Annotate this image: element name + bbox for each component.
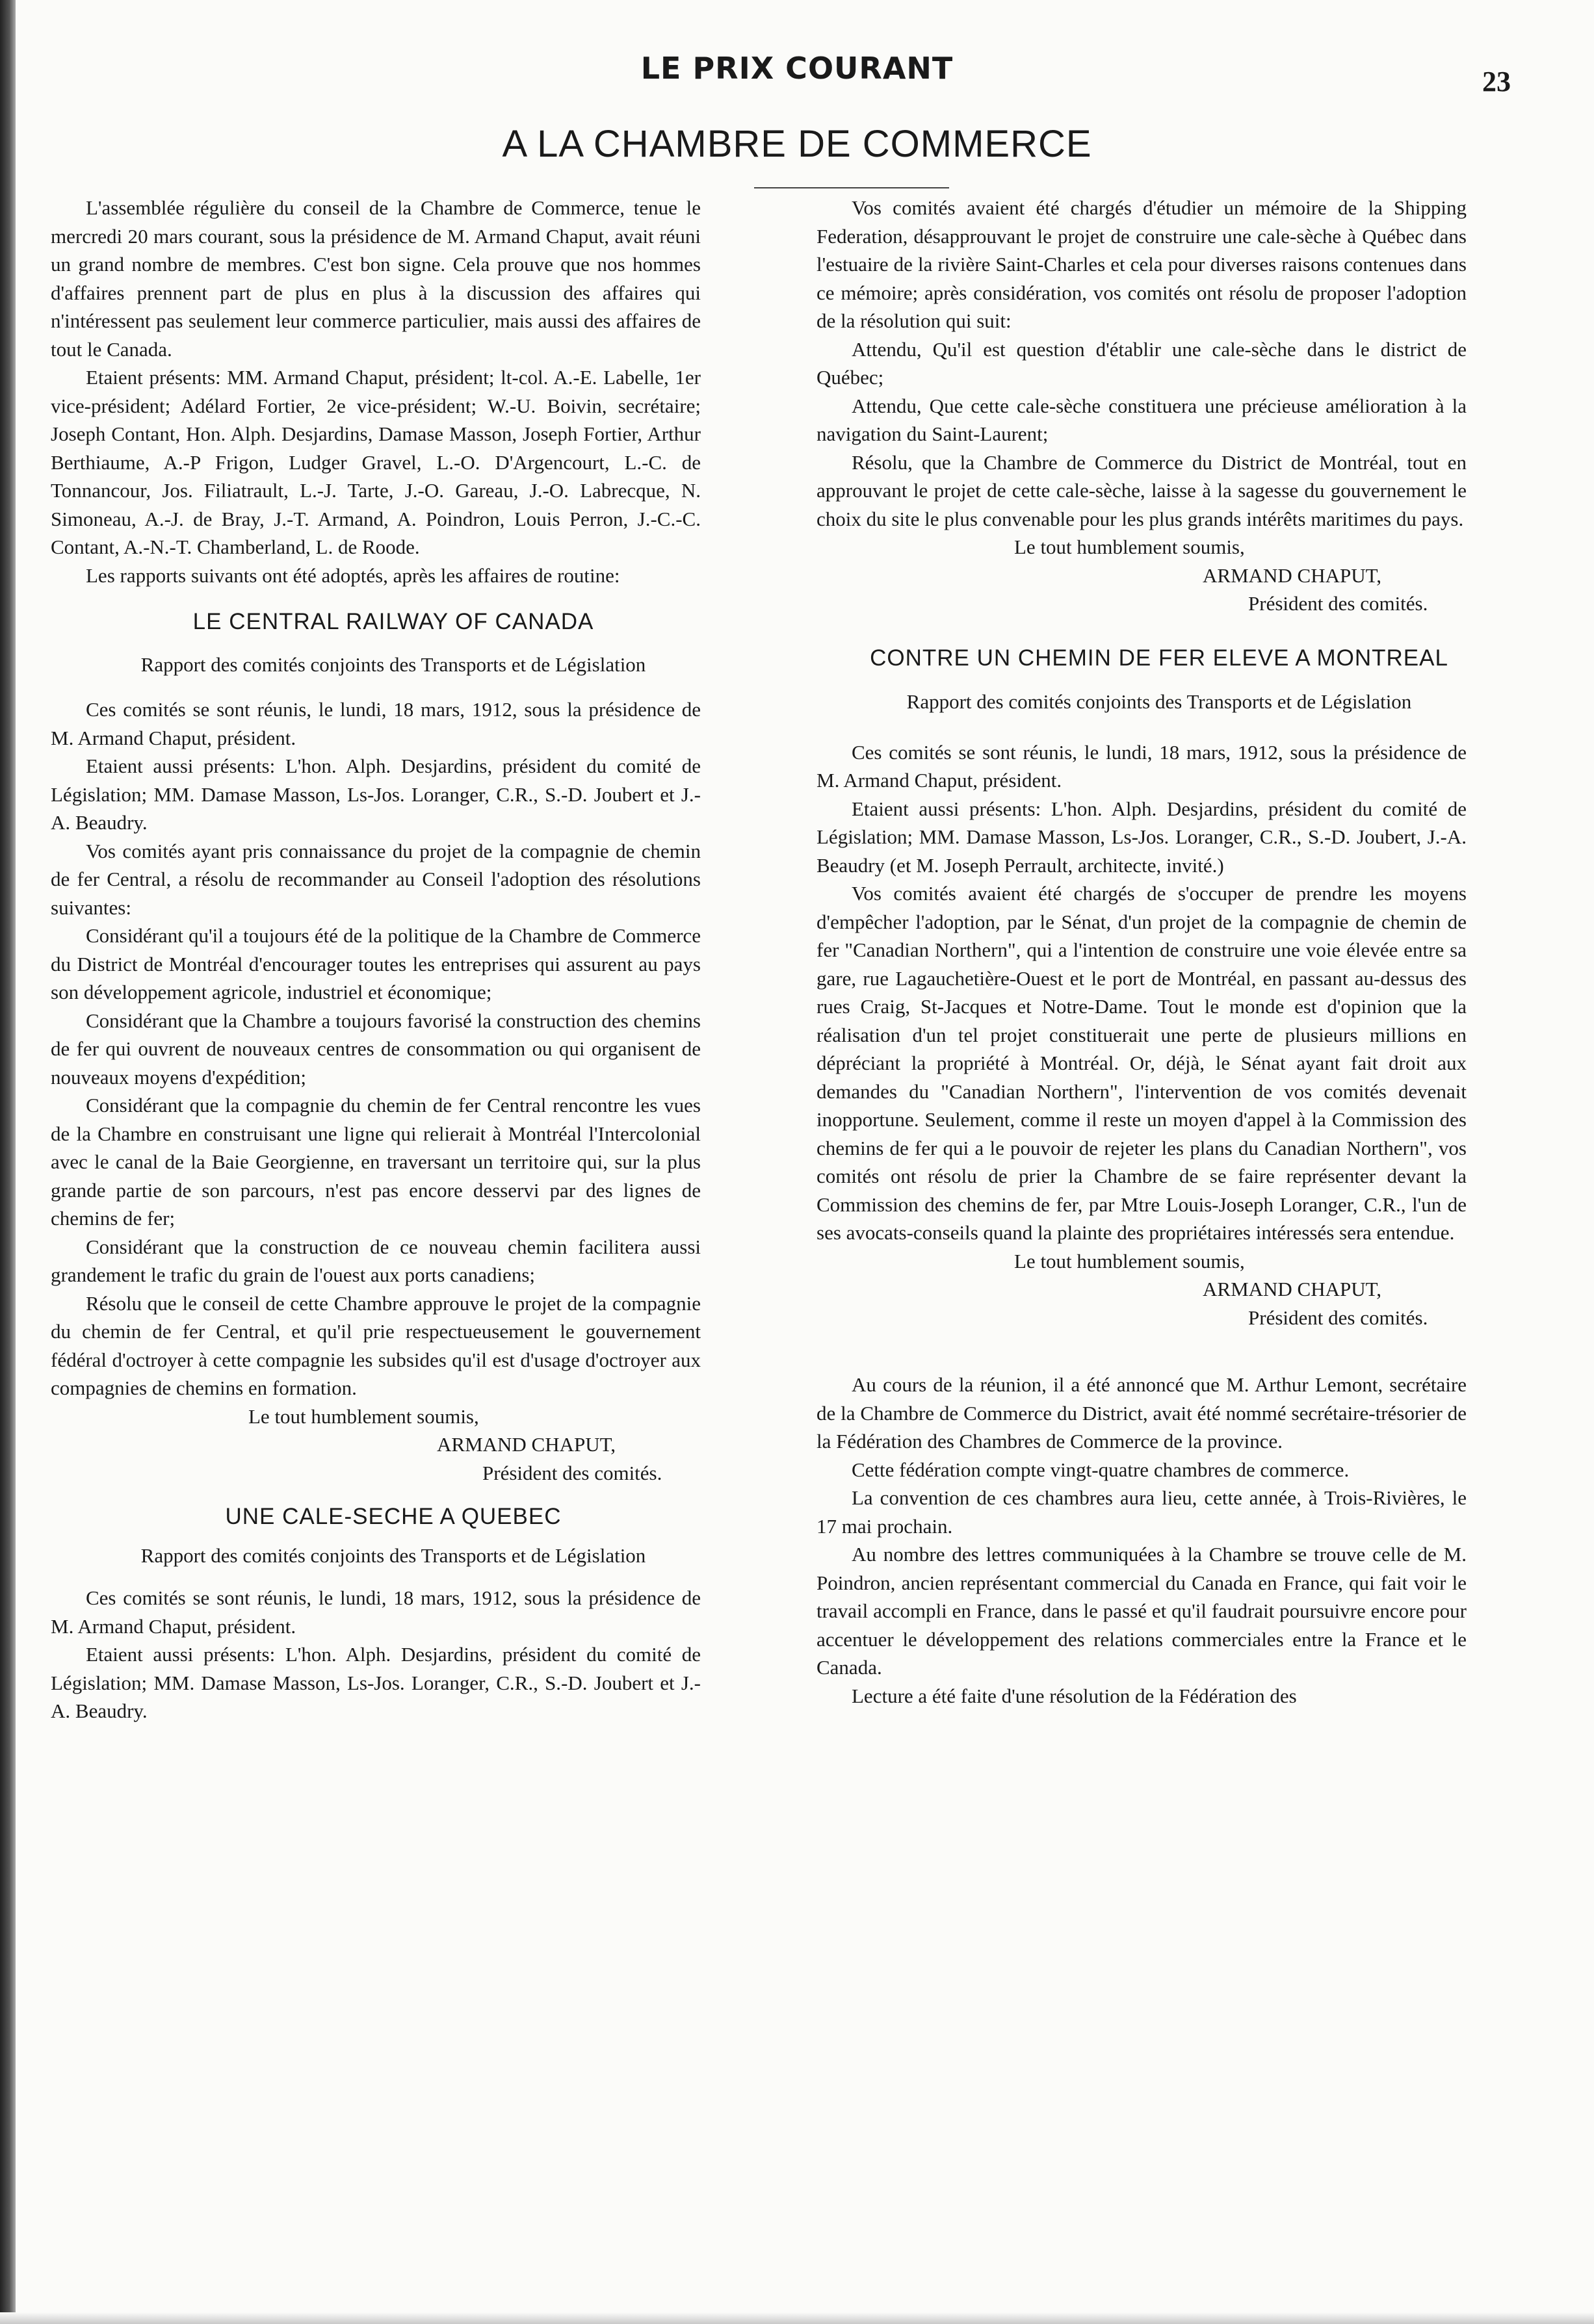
news-paragraph: Au nombre des lettres communiquées à la Chambre se trouve celle de M. Poindron, ancien représentant commercial du Canada en France, qui fait voir le travail accompli en France, dans le passé et qu'il faudrait poursuivre encore pour accentuer le développement des relations commerciales entre la France et le Canada.	[817, 1543, 1467, 1679]
cale-paragraph: Vos comités avaient été chargés d'étudier un mémoire de la Shipping Federation, désapprouvant le projet de construire une cale-sèche à Québec dans l'estuaire de la rivière Saint-Charles et cela pour diverses raisons contenues dans ce mémoire; après considération, vos comités ont résolu de proposer l'adoption de la résolution qui suit:	[817, 196, 1467, 332]
news-paragraph: Cette fédération compte vingt-quatre chambres de commerce.	[852, 1458, 1350, 1481]
cale-paragraph: Attendu, Que cette cale-sèche constituera une précieuse amélioration à la navigation du Saint-Laurent;	[817, 394, 1467, 445]
signature-name: ARMAND CHAPUT,	[437, 1433, 616, 1456]
cale-paragraph: Résolu, que la Chambre de Commerce du District de Montréal, tout en approuvant le projet de cette cale-sèche, laisse à la sagesse du gouvernement le choix du site le plus convenable pour les plus grands intérêts maritimes du pays.	[817, 450, 1467, 530]
central-paragraph: Considérant que la Chambre a toujours favorisé la construction des chemins de fer qui ouvrent de nouveaux centres de consommation ou qui organisent de nouveaux moyens d'expédition;	[51, 1009, 701, 1089]
central-paragraph: Etaient aussi présents: L'hon. Alph. Desjardins, président du comité de Législation; MM. Damase Masson, Ls-Jos. Loranger, C.R., S.-D. Joubert et J.-A. Beaudry.	[51, 755, 701, 834]
intro-paragraph: L'assemblée régulière du conseil de la Chambre de Commerce, tenue le mercredi 20 mars courant, sous la présidence de M. Armand Chaput, avait réuni un grand nombre de membres. C'est bon signe. Cela prouve que nos hommes d'affaires prennent part de plus en plus à la discussion des affaires qui n'intéressent pas seulement leur commerce particulier, mais aussi des affaires de tout le Canada.	[51, 196, 701, 361]
page-bottom-edge	[0, 2312, 1594, 2324]
central-paragraph: Considérant que la compagnie du chemin de fer Central rencontre les vues de la Chambre en construisant une ligne qui relierait à Montréal l'Intercolonial avec le canal de la Baie Georgienne, en traversant un territoire qui, sur la plus grande partie de son parcours, n'est pas encore desservi par des lignes de chemins de fer;	[51, 1094, 701, 1230]
eleve-paragraph: Etaient aussi présents: L'hon. Alph. Desjardins, président du comité de Législation; MM. Damase Masson, Ls-Jos. Loranger, C.R., S.-D. Joubert, J.-A. Beaudry (et M. Joseph Perrault, architecte, invité.)	[817, 797, 1467, 877]
reports-intro: Les rapports suivants ont été adoptés, après les affaires de routine:	[86, 563, 620, 587]
news-paragraph: La convention de ces chambres aura lieu, cette année, à Trois-Rivières, le 17 mai prochain.	[817, 1486, 1467, 1538]
central-paragraph: Considérant qu'il a toujours été de la politique de la Chambre de Commerce du District de Montréal d'encourager toutes les entreprises qui assurent au pays son développement agricole, industriel et économique;	[51, 924, 701, 1003]
closing-line: Le tout humblement soumis,	[1014, 1249, 1245, 1272]
closing-line: Le tout humblement soumis,	[1014, 536, 1245, 558]
signature-title: Président des comités.	[1248, 592, 1428, 615]
eleve-paragraph: Ces comités se sont réunis, le lundi, 18 mars, 1912, sous la présidence de M. Armand Chaput, président.	[817, 740, 1467, 792]
news-paragraph: Au cours de la réunion, il a été annoncé que M. Arthur Lemont, secrétaire de la Chambre de Commerce du District, avait été nommé secrétaire-trésorier de la Fédération des Chambres de Commerce de la province.	[817, 1373, 1467, 1452]
central-paragraph: Ces comités se sont réunis, le lundi, 18 mars, 1912, sous la présidence de M. Armand Chaput, président.	[51, 698, 701, 749]
signature-title: Président des comités.	[482, 1461, 662, 1484]
signature-title: Président des comités.	[1248, 1306, 1428, 1329]
central-paragraph: Vos comités ayant pris connaissance du projet de la compagnie de chemin de fer Central, a résolu de recommander au Conseil l'adoption des résolutions suivantes:	[51, 839, 701, 919]
cale-paragraph: Attendu, Qu'il est question d'établir une cale-sèche dans le district de Québec;	[817, 337, 1467, 389]
cale-paragraph: Ces comités se sont réunis, le lundi, 18 mars, 1912, sous la présidence de M. Armand Chaput, président.	[51, 1586, 701, 1638]
masthead: LE PRIX COURANT	[640, 51, 954, 86]
section-subtitle-eleve: Rapport des comités conjoints des Transports et de Législation	[906, 690, 1412, 713]
news-paragraph: Lecture a été faite d'une résolution de la Fédération des	[852, 1684, 1297, 1707]
section-title-central: LE CENTRAL RAILWAY OF CANADA	[192, 609, 594, 634]
section-title-cale: UNE CALE-SECHE A QUEBEC	[225, 1504, 562, 1529]
right-column	[817, 194, 1467, 1710]
section-subtitle-central: Rapport des comités conjoints des Transports et de Législation	[140, 652, 646, 676]
section-title-eleve: CONTRE UN CHEMIN DE FER ELEVE A MONTREAL	[870, 645, 1448, 671]
left-column	[51, 194, 701, 1725]
central-paragraph: Résolu que le conseil de cette Chambre approuve le projet de la compagnie du chemin de fer Central, et qu'il prie respectueusement le gouvernement fédéral d'octroyer à cette compagnie les subsides qu'il est d'usage d'octroyer aux compagnies de chemins en formation.	[51, 1291, 701, 1399]
closing-line: Le tout humblement soumis,	[248, 1404, 479, 1428]
page-number: 23	[1482, 66, 1511, 97]
cale-paragraph: Etaient aussi présents: L'hon. Alph. Desjardins, président du comité de Législation; MM. Damase Masson, Ls-Jos. Loranger, C.R., S.-D. Joubert et J.-A. Beaudry.	[51, 1643, 701, 1722]
page-title: A LA CHAMBRE DE COMMERCE	[502, 123, 1092, 165]
page-binding-edge	[0, 0, 16, 2324]
attendees-paragraph: Etaient présents: MM. Armand Chaput, président; lt-col. A.-E. Labelle, 1er vice-président; Adélard Fortier, 2e vice-président; W.-U. Boivin, secrétaire; Joseph Contant, Hon. Alph. Desjardins, Damase Masson, Joseph Fortier, Arthur Berthiaume, A.-P Frigon, Ludger Gravel, L.-O. D'Argencourt, L.-C. de Tonnancour, Jos. Filiatrault, L.-J. Tarte, J.-O. Gareau, J.-O. Labrecque, N. Simoneau, A.-J. de Bray, J.-T. Armand, A. Poindron, Louis Perron, J.-C.-C. Contant, A.-N.-T. Chamberland, L. de Roode.	[51, 366, 701, 558]
signature-name: ARMAND CHAPUT,	[1203, 563, 1382, 587]
signature-name: ARMAND CHAPUT,	[1203, 1278, 1382, 1300]
title-rule	[754, 187, 949, 188]
central-paragraph: Considérant que la construction de ce nouveau chemin facilitera aussi grandement le trafic du grain de l'ouest aux ports canadiens;	[51, 1235, 701, 1286]
eleve-paragraph: Vos comités avaient été chargés de s'occuper de prendre les moyens d'empêcher l'adoption, par le Sénat, d'un projet de la compagnie de chemin de fer "Canadian Northern", qui a l'intention de construire une voie élevée entre sa gare, rue Lagauchetière-Ouest et le port de Montréal, en passant au-dessus des rues Craig, St-Jacques et Notre-Dame. Tout le monde est d'opinion que la réalisation d'un tel projet constituerait une perte de plusieurs millions en dépréciant la propriété à Montréal. Or, déjà, le Sénat ayant fait droit aux demandes du "Canadian Northern", l'intervention de vos comités devenait inopportune. Seulement, comme il reste un moyen d'appel à la Commission des chemins de fer qui a le pouvoir de rejeter les plans du Canadian Northern", vos comités ont résolu de prier la Chambre de se faire représenter devant la Commission des chemins de fer, par Mtre Louis-Joseph Loranger, C.R., l'un de ses avocats-conseils quand la plainte des propriétaires intéressés sera entendue.	[817, 882, 1467, 1244]
section-subtitle-cale: Rapport des comités conjoints des Transports et de Législation	[140, 1543, 646, 1567]
